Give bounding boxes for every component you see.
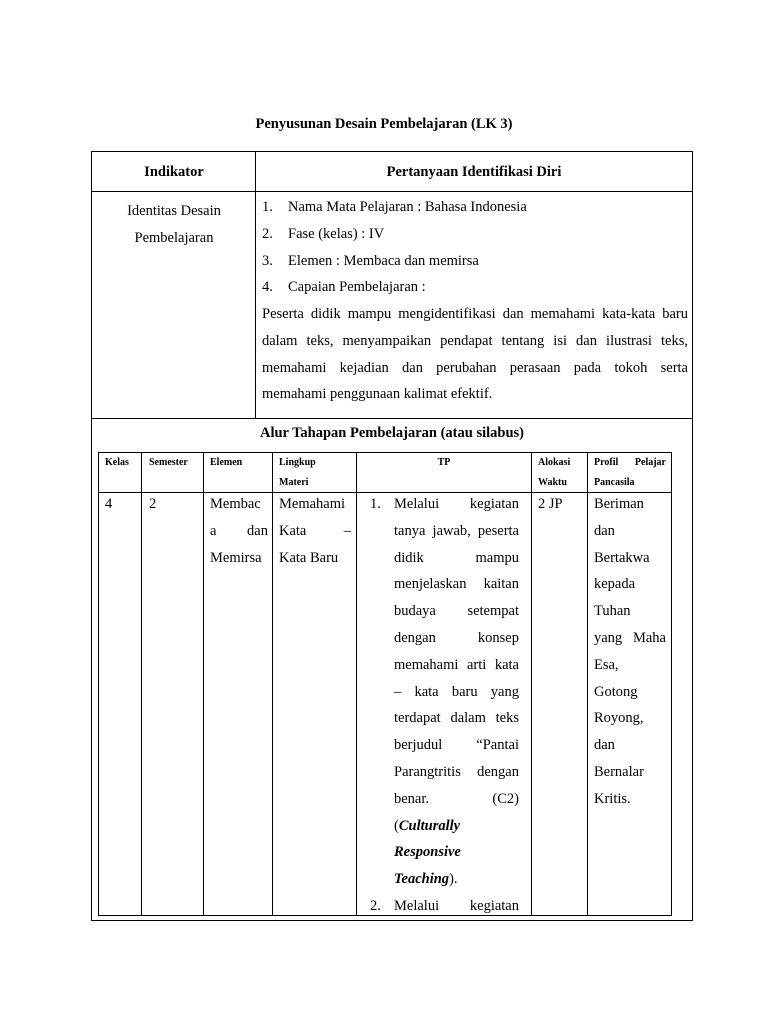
profil-line: kepada [594, 576, 636, 593]
page-title: Penyusunan Desain Pembelajaran (LK 3) [255, 116, 513, 132]
list-text: Nama Mata Pelajaran : Bahasa Indonesia [288, 199, 527, 215]
profil-line: Esa, [594, 656, 619, 673]
tp-line: Parangtritis dengan [394, 763, 519, 780]
tp-line: dengan konsep [394, 629, 519, 646]
tp-line [394, 866, 519, 893]
tp-line: benar. (C2) [394, 790, 519, 807]
list-item [262, 194, 688, 221]
cell-lingkup-materi [279, 491, 351, 571]
tp-line: budaya setempat [394, 603, 519, 620]
header-lingkup-materi [279, 453, 316, 493]
profil-line: Gotong [594, 683, 638, 700]
header-indikator: Indikator [144, 163, 204, 180]
tp-line: berjudul “Pantai [394, 737, 519, 754]
header-tp: TP [437, 457, 451, 468]
cell-alokasi-waktu: 2 JP [538, 496, 563, 512]
profil-line: Tuhan [594, 603, 631, 620]
row-label-line: Pembelajaran [134, 230, 214, 246]
paren: ). [449, 871, 458, 888]
list-item [262, 221, 688, 248]
tp-line: didik mampu [394, 549, 519, 566]
header-elemen: Elemen [210, 457, 243, 468]
list-item [262, 274, 688, 301]
section-title: Alur Tahapan Pembelajaran (atau silabus) [259, 425, 524, 441]
profil-line: Kritis. [594, 790, 631, 807]
question-list [262, 194, 688, 301]
italic-term: Teaching [394, 871, 450, 888]
column-divider [587, 453, 588, 915]
header-line: Lingkup [279, 457, 316, 468]
column-divider [203, 453, 204, 915]
cell-profil-pelajar [594, 491, 666, 813]
header-divider [99, 492, 671, 493]
cell-elemen [210, 491, 268, 571]
list-number: 3. [262, 252, 273, 269]
profil-line: dan [594, 522, 615, 539]
cell-semester: 2 [149, 496, 157, 512]
silabus-table [98, 452, 672, 916]
list-text: Fase (kelas) : IV [288, 225, 385, 242]
list-number: 2. [262, 225, 273, 242]
capaian-paragraph [262, 301, 688, 408]
profil-line: Bertakwa [594, 549, 650, 566]
header-line: Profil Pelajar [594, 457, 666, 468]
list-item [262, 248, 688, 275]
header-pertanyaan: Pertanyaan Identifikasi Diri [386, 163, 562, 180]
list-text: Elemen : Membaca dan memirsa [288, 252, 479, 269]
cell-line: Memirsa [210, 549, 262, 566]
cell-line: Membac [210, 496, 261, 512]
header-divider [92, 191, 692, 192]
tp-line: terdapat dalam teks [394, 710, 519, 727]
list-text: Capaian Pembelajaran : [288, 279, 426, 296]
section-divider [92, 418, 692, 419]
italic-term: Culturally [398, 817, 461, 834]
header-line: Waktu [538, 477, 567, 488]
list-number: 4. [262, 279, 273, 296]
cell-tp [394, 491, 519, 893]
header-semester: Semester [149, 457, 188, 468]
header-kelas: Kelas [105, 457, 129, 468]
cell-line: Kata – [279, 522, 351, 539]
italic-term: Responsive [394, 844, 461, 861]
cell-line: Memahami [279, 496, 346, 512]
design-table [91, 151, 693, 921]
tp-line: Melalui kegiatan [394, 898, 519, 914]
header-line: Alokasi [538, 457, 571, 468]
profil-line: Beriman [594, 496, 644, 512]
column-divider [356, 453, 357, 915]
paragraph-line: Peserta didik mampu mengidentifikasi dan memahami kata-kata baru [262, 306, 688, 322]
tp-line: Melalui kegiatan [394, 496, 519, 512]
tp-line: tanya jawab, peserta [394, 522, 519, 539]
cell-line: a dan [210, 522, 268, 539]
tp-number: 2. [370, 898, 381, 914]
cell-line: Kata Baru [279, 549, 339, 566]
header-line: Pancasila [594, 477, 635, 488]
column-divider [531, 453, 532, 915]
tp-line: memahami arti kata [394, 656, 519, 673]
paragraph-line: memahami kejadian dan perubahan perasaan pada tokoh serta [262, 359, 688, 376]
tp-line [394, 813, 519, 840]
tp-line: menjelaskan kaitan [394, 576, 519, 593]
row-label-line: Identitas Desain [127, 203, 221, 219]
paragraph-line: dalam teks, menyampaikan pendapat tentang isi dan ilustrasi teks, [262, 332, 688, 349]
row-label [92, 198, 256, 252]
profil-line: Bernalar [594, 763, 644, 780]
header-profil-pelajar [594, 453, 666, 493]
column-divider [272, 453, 273, 915]
tp-number: 1. [370, 496, 381, 512]
paren: ( [394, 817, 399, 834]
header-line: Materi [279, 477, 309, 488]
column-divider [141, 453, 142, 915]
cell-kelas: 4 [105, 496, 113, 512]
header-alokasi-waktu [538, 453, 570, 493]
profil-line: Royong, [594, 710, 644, 727]
profil-line: dan [594, 737, 615, 754]
tp-line [394, 839, 519, 866]
paragraph-line: memahami penggunaan kalimat efektif. [262, 386, 493, 403]
list-number: 1. [262, 199, 273, 215]
profil-line: yang Maha [594, 629, 666, 646]
tp-line: – kata baru yang [394, 683, 519, 700]
